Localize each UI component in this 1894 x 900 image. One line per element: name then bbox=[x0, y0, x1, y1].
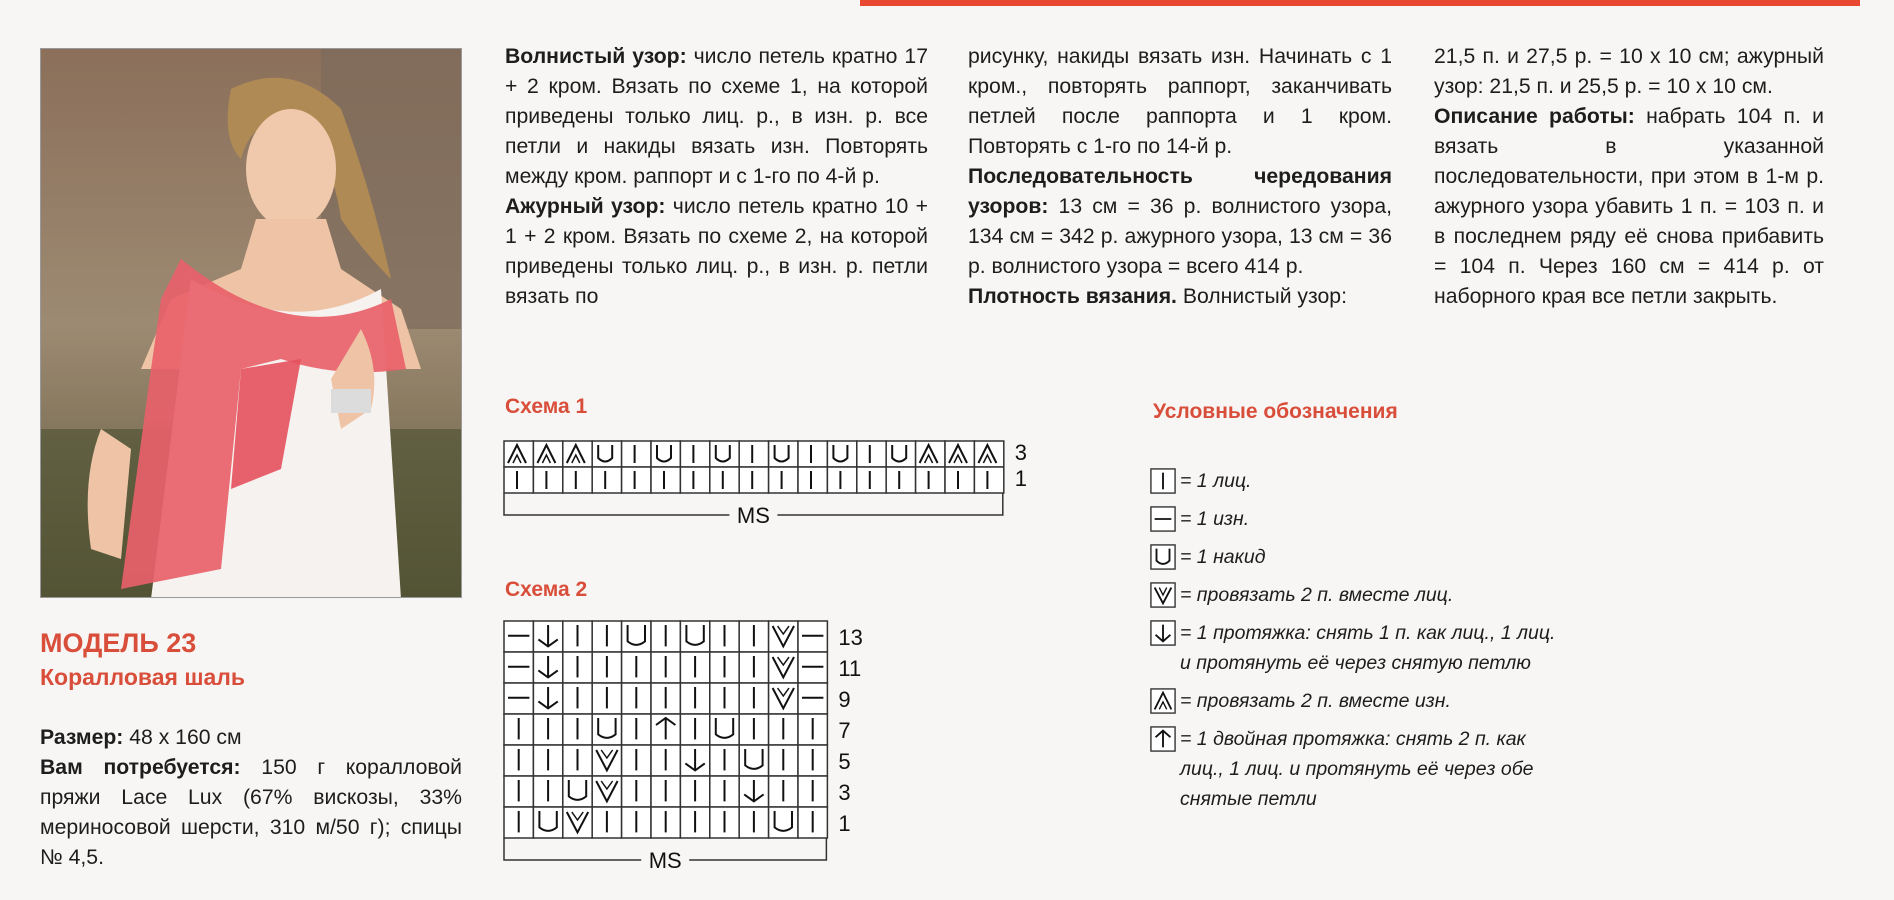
chart-cell-knit-icon bbox=[710, 776, 739, 807]
double-decrease-icon bbox=[1150, 726, 1176, 752]
description-label: Описание работы: bbox=[1434, 105, 1635, 128]
chart-cell-k2tog-icon bbox=[769, 652, 798, 683]
chart-cell-knit-icon bbox=[622, 807, 651, 838]
purl-icon bbox=[1150, 506, 1176, 532]
chart-cell-double-decrease-icon bbox=[651, 714, 680, 745]
density-text: Волнистый узор: bbox=[1176, 285, 1347, 308]
chart-cell-skp-icon bbox=[533, 683, 562, 714]
legend-title: Условные обозначения bbox=[1153, 400, 1398, 423]
row-number-label: 7 bbox=[838, 718, 851, 744]
chart-cell-knit-icon bbox=[533, 714, 562, 745]
chart-cell-knit-icon bbox=[739, 683, 768, 714]
chart-cell-yarn-over-icon bbox=[563, 776, 592, 807]
materials-block bbox=[40, 723, 462, 873]
chart-cell-knit-icon bbox=[563, 683, 592, 714]
chart-cell-yarn-over-icon bbox=[769, 807, 798, 838]
text-column-3 bbox=[1434, 42, 1824, 312]
text-column-1 bbox=[505, 42, 928, 312]
chart-cell-yarn-over-icon bbox=[680, 621, 709, 652]
chart-cell-knit-icon bbox=[710, 807, 739, 838]
legend-item bbox=[1150, 686, 1570, 716]
chart-cell-knit-icon bbox=[504, 467, 533, 493]
legend-item-text: = 1 лиц. bbox=[1180, 470, 1252, 492]
row-number-label: 3 bbox=[1014, 440, 1028, 466]
row-number-label: 3 bbox=[838, 779, 851, 805]
chart-cell-knit-icon bbox=[622, 776, 651, 807]
chart-cell-purl-icon bbox=[504, 621, 533, 652]
chart-cell-knit-icon bbox=[592, 807, 621, 838]
chart-cell-knit-icon bbox=[563, 745, 592, 776]
materials-value: 150 г коралловой пряжи Lace Lux (67% вискозы, 33% мериносовой шерсти, 310 м/50 г); спицы № 4,5. bbox=[40, 756, 463, 869]
materials-label: Вам потребуется: bbox=[40, 756, 241, 779]
chart-cell-knit-icon bbox=[798, 467, 827, 493]
chart-cell-knit-icon bbox=[622, 441, 651, 467]
chart-cell-knit-icon bbox=[827, 467, 856, 493]
chart-cell-knit-icon bbox=[533, 467, 562, 493]
chart-cell-knit-icon bbox=[651, 683, 680, 714]
chart-cell-knit-icon bbox=[651, 652, 680, 683]
chart-cell-yarn-over-icon bbox=[827, 441, 856, 467]
chart-cell-knit-icon bbox=[504, 714, 533, 745]
chart-cell-p2tog-icon bbox=[533, 441, 562, 467]
chart-cell-purl-icon bbox=[504, 652, 533, 683]
chart-cell-yarn-over-icon bbox=[769, 441, 798, 467]
chart-cell-skp-icon bbox=[739, 776, 768, 807]
chart-cell-knit-icon bbox=[710, 467, 739, 493]
chart-cell-knit-icon bbox=[680, 714, 709, 745]
chart-cell-knit-icon bbox=[974, 467, 1003, 493]
density-label: Плотность вязания. bbox=[968, 285, 1177, 308]
lace-pattern-text: число петель кратно 10 + 1 + 2 кром. Вязать по схеме 2, на которой приведены только лиц. р., в изн. р. петли вязать по bbox=[505, 195, 928, 308]
chart-cell-yarn-over-icon bbox=[886, 441, 915, 467]
chart-cell-knit-icon bbox=[651, 621, 680, 652]
chart-cell-knit-icon bbox=[680, 776, 709, 807]
chart-cell-skp-icon bbox=[533, 652, 562, 683]
row-number-label: 11 bbox=[838, 656, 862, 682]
k2tog-icon bbox=[1150, 582, 1176, 608]
chart-cell-knit-icon bbox=[916, 467, 945, 493]
chart-cell-knit-icon bbox=[592, 683, 621, 714]
chart-cell-knit-icon bbox=[622, 467, 651, 493]
chart-cell-knit-icon bbox=[739, 652, 768, 683]
chart-cell-yarn-over-icon bbox=[533, 807, 562, 838]
legend-item-text: = 1 накид bbox=[1180, 546, 1266, 568]
scheme-1-chart bbox=[503, 440, 1035, 532]
row-number-label: 1 bbox=[838, 810, 851, 836]
model-photo bbox=[40, 48, 462, 598]
chart-cell-knit-icon bbox=[739, 441, 768, 467]
chart-cell-knit-icon bbox=[857, 441, 886, 467]
chart-cell-knit-icon bbox=[769, 714, 798, 745]
legend-item-text: = провязать 2 п. вместе изн. bbox=[1180, 690, 1451, 712]
row-number-label: 9 bbox=[838, 687, 851, 713]
legend bbox=[1150, 466, 1570, 822]
chart-cell-knit-icon bbox=[651, 467, 680, 493]
chart-cell-knit-icon bbox=[592, 652, 621, 683]
chart-cell-knit-icon bbox=[622, 652, 651, 683]
chart-cell-skp-icon bbox=[533, 621, 562, 652]
chart-cell-knit-icon bbox=[769, 776, 798, 807]
legend-item-text: = провязать 2 п. вместе лиц. bbox=[1180, 584, 1454, 606]
chart-cell-knit-icon bbox=[710, 652, 739, 683]
chart-cell-knit-icon bbox=[798, 807, 827, 838]
chart-cell-knit-icon bbox=[533, 745, 562, 776]
chart-cell-knit-icon bbox=[680, 807, 709, 838]
scheme-2-label: Схема 2 bbox=[505, 578, 588, 601]
chart-cell-yarn-over-icon bbox=[592, 441, 621, 467]
chart-cell-knit-icon bbox=[563, 652, 592, 683]
chart-cell-knit-icon bbox=[504, 807, 533, 838]
chart-cell-knit-icon bbox=[769, 467, 798, 493]
lace-pattern-continued: рисунку, накиды вязать изн. Начинать с 1 кром., повторять раппорт, заканчивать петлей после раппорта и 1 кром. Повторять с 1-го по 14-й р. bbox=[968, 45, 1392, 158]
ms-label: MS bbox=[736, 502, 770, 528]
chart-cell-knit-icon bbox=[651, 745, 680, 776]
chart-cell-knit-icon bbox=[798, 745, 827, 776]
chart-cell-knit-icon bbox=[622, 714, 651, 745]
scheme-2-chart bbox=[503, 620, 874, 877]
chart-cell-knit-icon bbox=[563, 621, 592, 652]
chart-cell-knit-icon bbox=[533, 776, 562, 807]
chart-cell-k2tog-icon bbox=[769, 621, 798, 652]
chart-cell-knit-icon bbox=[798, 441, 827, 467]
chart-cell-purl-icon bbox=[504, 683, 533, 714]
legend-item bbox=[1150, 504, 1570, 534]
description-text: набрать 104 п. и вязать в указанной последовательности, при этом в 1-м р. ажурного узора убавить 1 п. = 103 п. и в последнем ряду её снова прибавить = 104 п. Через 160 см = 414 р. от наборного края все петли закрыть. bbox=[1434, 105, 1825, 308]
row-number-label: 5 bbox=[838, 748, 851, 774]
legend-item-text: = 1 изн. bbox=[1180, 508, 1250, 530]
chart-cell-knit-icon bbox=[886, 467, 915, 493]
chart-cell-p2tog-icon bbox=[504, 441, 533, 467]
chart-cell-knit-icon bbox=[622, 683, 651, 714]
chart-cell-knit-icon bbox=[857, 467, 886, 493]
lace-pattern-label: Ажурный узор: bbox=[505, 195, 666, 218]
chart-cell-knit-icon bbox=[622, 745, 651, 776]
chart-cell-knit-icon bbox=[592, 621, 621, 652]
chart-cell-k2tog-icon bbox=[592, 776, 621, 807]
chart-cell-k2tog-icon bbox=[769, 683, 798, 714]
chart-cell-yarn-over-icon bbox=[710, 441, 739, 467]
chart-cell-knit-icon bbox=[945, 467, 974, 493]
chart-cell-knit-icon bbox=[798, 776, 827, 807]
chart-cell-k2tog-icon bbox=[563, 807, 592, 838]
wave-pattern-text: число петель кратно 17 + 2 кром. Вязать по схеме 1, на которой приведены только лиц. р., в изн. р. все петли и накиды вязать изн. Повторять между кром. раппорт и с 1-го по 4-й р. bbox=[505, 45, 928, 188]
header-color-strip bbox=[860, 0, 1860, 6]
ms-label: MS bbox=[648, 847, 682, 873]
chart-cell-purl-icon bbox=[798, 652, 827, 683]
chart-cell-knit-icon bbox=[739, 621, 768, 652]
knit-icon bbox=[1150, 468, 1176, 494]
p2tog-icon bbox=[1150, 688, 1176, 714]
legend-item bbox=[1150, 466, 1570, 496]
chart-cell-knit-icon bbox=[680, 467, 709, 493]
chart-cell-yarn-over-icon bbox=[592, 714, 621, 745]
text-column-2 bbox=[968, 42, 1392, 312]
chart-cell-knit-icon bbox=[651, 807, 680, 838]
chart-cell-knit-icon bbox=[592, 467, 621, 493]
row-number-label: 13 bbox=[838, 625, 863, 651]
sequence-label: Последовательность чередования узоров: bbox=[968, 165, 1392, 218]
legend-item-text: = 1 двойная протяжка: снять 2 п. как лиц., 1 лиц. и протянуть её через обе снятые петли bbox=[1180, 728, 1534, 810]
chart-cell-yarn-over-icon bbox=[622, 621, 651, 652]
chart-cell-p2tog-icon bbox=[563, 441, 592, 467]
chart-cell-yarn-over-icon bbox=[710, 714, 739, 745]
chart-cell-purl-icon bbox=[798, 621, 827, 652]
chart-cell-knit-icon bbox=[739, 467, 768, 493]
chart-cell-purl-icon bbox=[798, 683, 827, 714]
model-subtitle: Коралловая шаль bbox=[40, 664, 246, 690]
chart-cell-p2tog-icon bbox=[974, 441, 1003, 467]
chart-cell-yarn-over-icon bbox=[739, 745, 768, 776]
row-number-label: 1 bbox=[1014, 466, 1028, 491]
legend-item bbox=[1150, 724, 1570, 814]
size-label: Размер: bbox=[40, 726, 124, 749]
chart-cell-knit-icon bbox=[680, 441, 709, 467]
chart-cell-knit-icon bbox=[739, 714, 768, 745]
legend-item bbox=[1150, 580, 1570, 610]
chart-cell-knit-icon bbox=[710, 745, 739, 776]
chart-cell-knit-icon bbox=[680, 652, 709, 683]
chart-cell-knit-icon bbox=[680, 683, 709, 714]
yarn-over-icon bbox=[1150, 544, 1176, 570]
chart-cell-knit-icon bbox=[710, 683, 739, 714]
size-value: 48 x 160 см bbox=[123, 726, 242, 749]
chart-cell-knit-icon bbox=[504, 776, 533, 807]
chart-cell-knit-icon bbox=[504, 745, 533, 776]
chart-cell-knit-icon bbox=[651, 776, 680, 807]
chart-cell-k2tog-icon bbox=[592, 745, 621, 776]
skp-icon bbox=[1150, 620, 1176, 646]
legend-item bbox=[1150, 618, 1570, 678]
density-continued: 21,5 п. и 27,5 р. = 10 x 10 см; ажурный узор: 21,5 п. и 25,5 р. = 10 x 10 см. bbox=[1434, 45, 1824, 98]
chart-cell-skp-icon bbox=[680, 745, 709, 776]
chart-cell-knit-icon bbox=[739, 807, 768, 838]
chart-cell-yarn-over-icon bbox=[651, 441, 680, 467]
scheme-1-label: Схема 1 bbox=[505, 395, 588, 418]
chart-cell-knit-icon bbox=[563, 467, 592, 493]
chart-cell-p2tog-icon bbox=[916, 441, 945, 467]
sequence-text: 13 см = 36 р. волнистого узора, 134 см = 342 р. ажурного узора, 13 см = 36 р. волнистого узора = всего 414 р. bbox=[968, 195, 1392, 278]
chart-cell-knit-icon bbox=[710, 621, 739, 652]
legend-item-text: = 1 протяжка: снять 1 п. как лиц., 1 лиц. и протянуть её через снятую петлю bbox=[1180, 622, 1556, 674]
legend-item bbox=[1150, 542, 1570, 572]
wave-pattern-label: Волнистый узор: bbox=[505, 45, 687, 68]
chart-cell-knit-icon bbox=[769, 745, 798, 776]
model-title: МОДЕЛЬ 23 bbox=[40, 628, 197, 658]
chart-cell-knit-icon bbox=[798, 714, 827, 745]
chart-cell-p2tog-icon bbox=[945, 441, 974, 467]
chart-cell-knit-icon bbox=[563, 714, 592, 745]
